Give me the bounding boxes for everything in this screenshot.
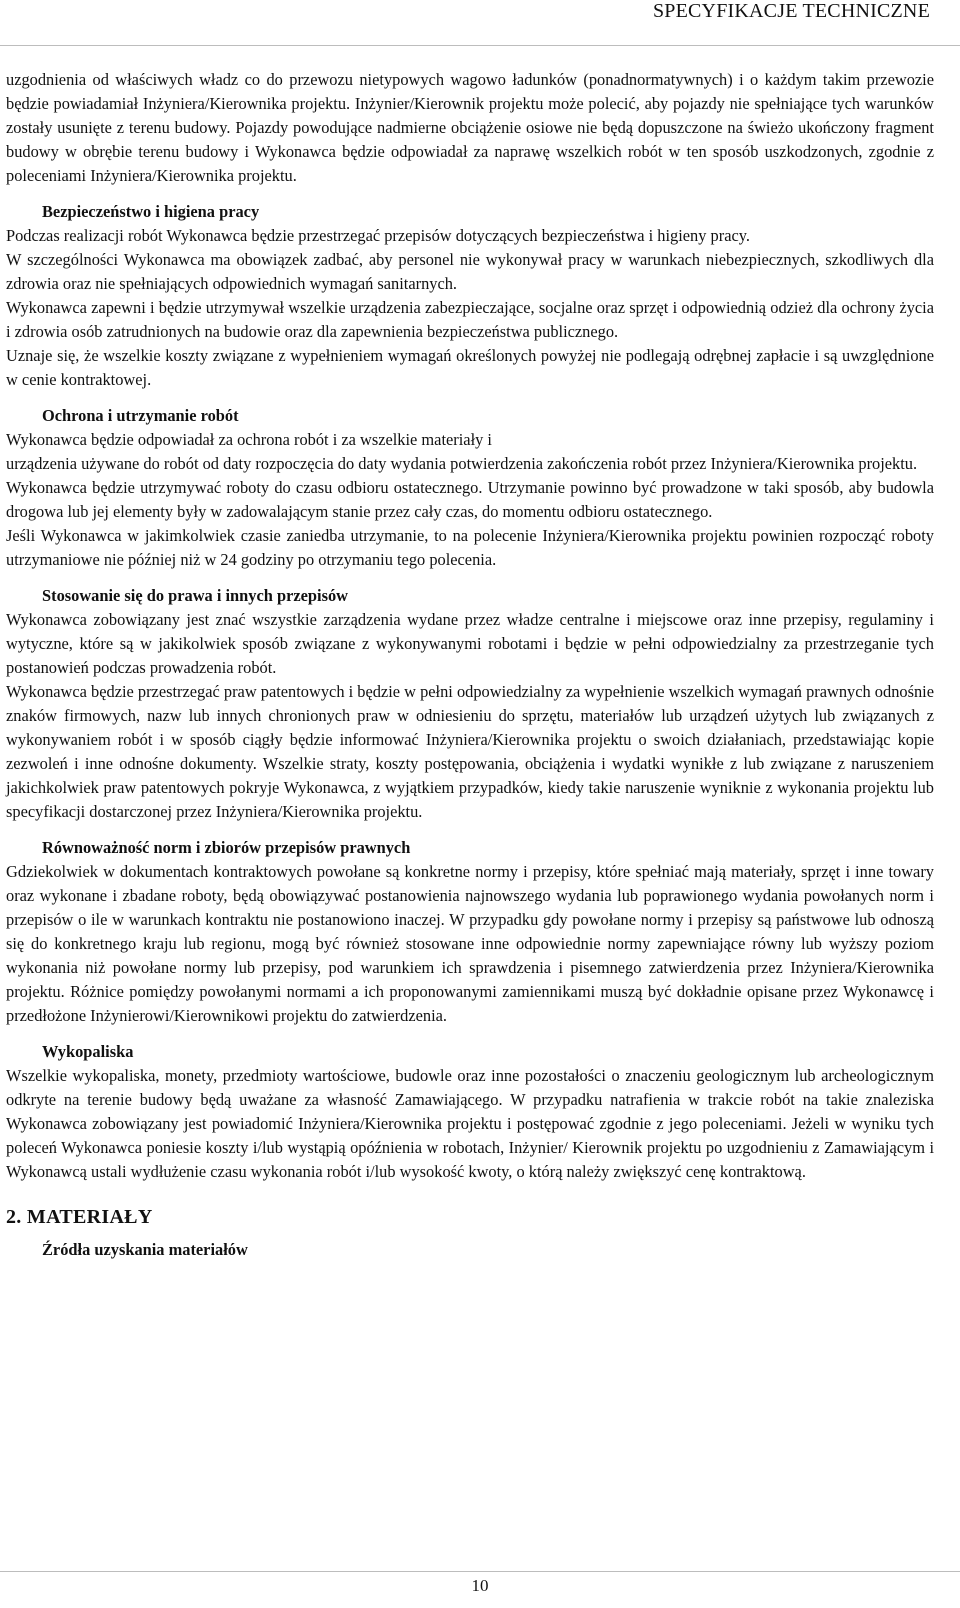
heading-normy: Równoważność norm i zbiorów przepisów prawnych [42,838,411,857]
heading-ochrona: Ochrona i utrzymanie robót [42,406,239,425]
page-number: 10 [471,1576,489,1595]
paragraph: Wszelkie wykopaliska, monety, przedmioty wartościowe, budowle oraz inne pozostałości o znaczeniu geologicznym lub archeologicznym odkryte na terenie budowy będą uważane za własność Zamawiającego. W przypadku natrafienia w trakcie robót na takie znaleziska Wykonawca zobowiązany jest powiadomić Inżyniera/Kierownika projektu i postępować zgodnie z jego poleceniami. Jeżeli w wyniku tych poleceń Wykonawca poniesie koszty i/lub wystąpią opóźnienia w robotach, Inżynier/ Kierownik projektu po uzgodnieniu z Zamawiającym i Wykonawcą ustali wydłużenie czasu wykonania robót i/lub wysokość kwoty, o którą należy zwiększyć cenę kontraktową. [6,1066,934,1181]
header-title: SPECYFIKACJE TECHNICZNE [652,0,930,22]
paragraph: Uznaje się, że wszelkie koszty związane z wypełnieniem wymagań określonych powyżej nie podlegają odrębnej zapłacie i są uwzględnione w cenie kontraktowej. [6,346,934,389]
section-title: 2. MATERIAŁY [6,1206,153,1228]
header-divider [0,45,960,46]
heading-prawo: Stosowanie się do prawa i innych przepisów [42,586,348,605]
heading-zrodla: Źródła uzyskania materiałów [42,1240,248,1259]
paragraph: Podczas realizacji robót Wykonawca będzie przestrzegać przepisów dotyczących bezpieczeństwa i higieny pracy. [6,226,750,245]
paragraph: Wykonawca zobowiązany jest znać wszystkie zarządzenia wydane przez władze centralne i miejscowe oraz inne przepisy, regulaminy i wytyczne, które są w jakikolwiek sposób związane z wykonywanymi robotami i będzie w pełni odpowiedzialny za przestrzeganie tych postanowień podczas prowadzenia robót. [6,610,934,677]
footer-divider [0,1571,960,1572]
page-header [0,0,960,40]
paragraph: Wykonawca zapewni i będzie utrzymywał wszelkie urządzenia zabezpieczające, socjalne oraz sprzęt i odpowiednią odzież dla ochrony życia i zdrowia osób zatrudnionych na budowie oraz dla zapewnienia bezpieczeństwa publicznego. [6,298,934,341]
heading-wykopaliska: Wykopaliska [42,1042,134,1061]
paragraph: Wykonawca będzie odpowiadał za ochrona robót i za wszelkie materiały i [6,430,492,449]
paragraph: Wykonawca będzie przestrzegać praw patentowych i będzie w pełni odpowiedzialny za wypełnienie wszelkich wymagań prawnych odnośnie znaków firmowych, nazw lub innych chronionych praw w odniesieniu do sprzętu, materiałów lub urządzeń użytych lub związanych z wykonywaniem robót i w sposób ciągły będzie informować Inżyniera/Kierownika projektu o swoich działaniach, przedstawiając kopie zezwoleń i inne odnośne dokumenty. Wszelkie straty, koszty postępowania, obciążenia i wydatki wynikłe z lub związane z naruszeniem jakichkolwiek praw patentowych pokryje Wykonawca, z wyjątkiem przypadków, kiedy takie naruszenie wyniknie z wykonania projektu lub specyfikacji dostarczonej przez Inżyniera/Kierownika projektu. [6,682,934,821]
paragraph: Gdziekolwiek w dokumentach kontraktowych powołane są konkretne normy i przepisy, które spełniać mają materiały, sprzęt i inne towary oraz wykonane i zbadane roboty, będą obowiązywać postanowienia najnowszego wydania lub poprawionego wydania powołanych norm i przepisów o ile w warunkach kontraktu nie postanowiono inaczej. W przypadku gdy powołane normy i przepisy są państwowe lub odnoszą się do konkretnego kraju lub regionu, mogą być również stosowane inne odpowiednie normy zapewniające równy lub wyższy poziom wykonania niż powołane normy lub przepisy, pod warunkiem ich sprawdzenia i pisemnego zatwierdzenia przez Inżyniera/Kierownika projektu. Różnice pomiędzy powołanymi normami a ich proponowanymi zamiennikami muszą być dokładnie opisane przez Wykonawcę i przedłożone Inżynierowi/Kierownikowi projektu do zatwierdzenia. [6,862,934,1025]
paragraph: uzgodnienia od właściwych władz co do przewozu nietypowych wagowo ładunków (ponadnormatywnych) i o każdym takim przewozie będzie powiadamiał Inżyniera/Kierownika projektu. Inżynier/Kierownik projektu może polecić, aby pojazdy nie spełniające tych warunków zostały usunięte z terenu budowy. Pojazdy powodujące nadmierne obciążenie osiowe nie będą dopuszczone na świeżo ukończony fragment budowy w obrębie terenu budowy i Wykonawca będzie odpowiadał za naprawę wszelkich robót w ten sposób uszkodzonych, zgodnie z poleceniami Inżyniera/Kierownika projektu. [6,70,934,185]
heading-bhp: Bezpieczeństwo i higiena pracy [42,202,260,221]
paragraph: Wykonawca będzie utrzymywać roboty do czasu odbioru ostatecznego. Utrzymanie powinno być prowadzone w taki sposób, aby budowla drogowa lub jej elementy były w zadowalającym stanie przez cały czas, do momentu odbioru ostatecznego. [6,478,934,521]
paragraph: Jeśli Wykonawca w jakimkolwiek czasie zaniedba utrzymanie, to na polecenie Inżyniera/Kierownika projektu powinien rozpocząć roboty utrzymaniowe nie później niż w 24 godziny po otrzymaniu tego polecenia. [6,526,934,569]
paragraph: urządzenia używane do robót od daty rozpoczęcia do daty wydania potwierdzenia zakończenia robót przez Inżyniera/Kierownika projektu. [6,454,918,473]
paragraph: W szczególności Wykonawca ma obowiązek zadbać, aby personel nie wykonywał pracy w warunkach niebezpiecznych, szkodliwych dla zdrowia oraz nie spełniających odpowiednich wymagań sanitarnych. [6,250,934,293]
document-body [6,68,934,1262]
